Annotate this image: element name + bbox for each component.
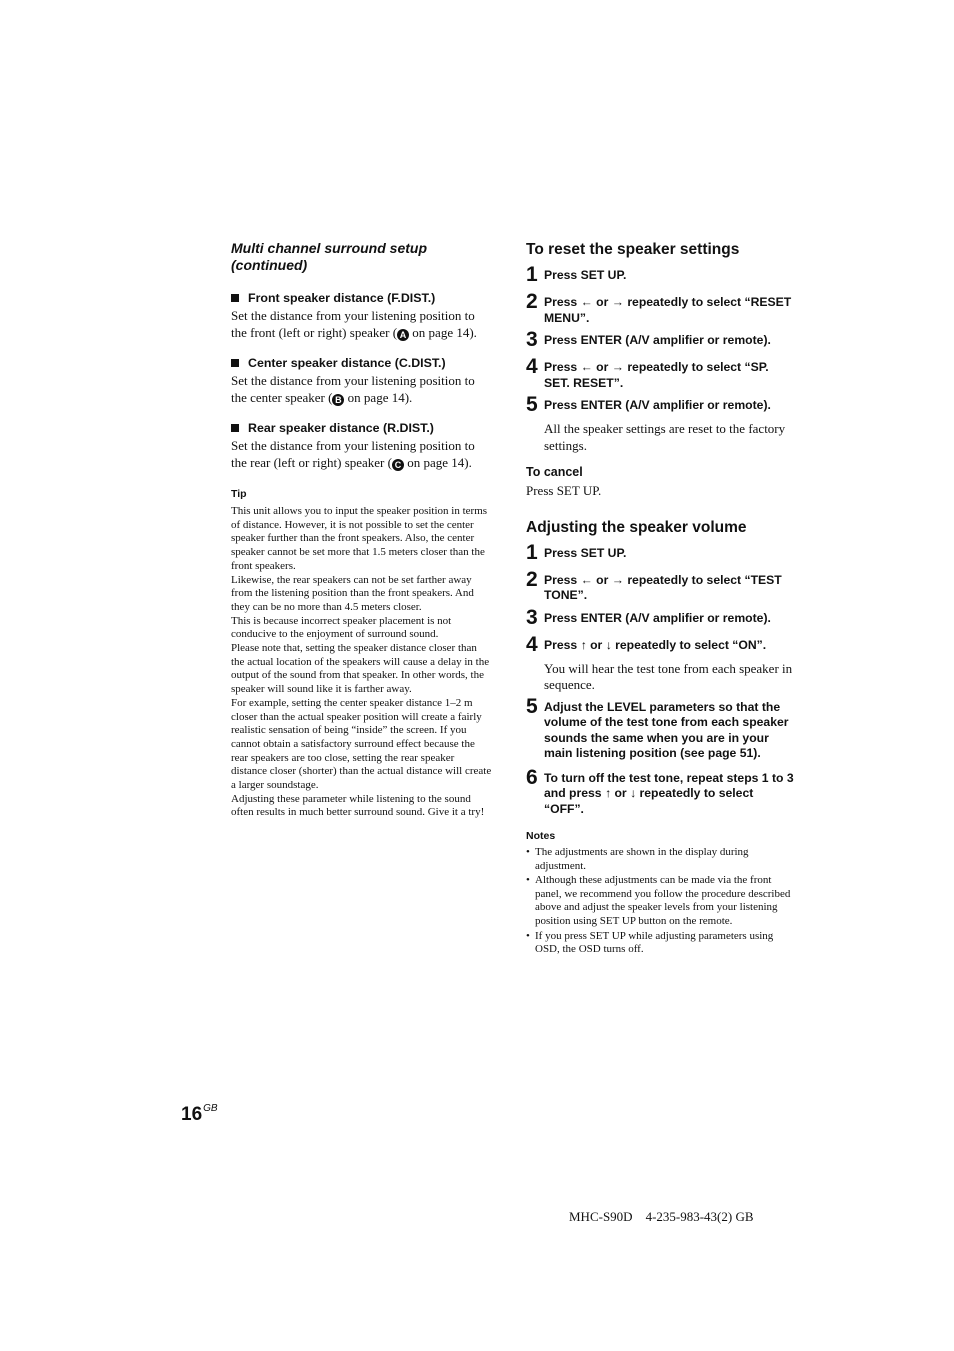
note-item: • The adjustments are shown in the display during adjustment. bbox=[526, 846, 794, 873]
step-number: 3 bbox=[526, 328, 538, 351]
tip-paragraph: Adjusting these parameter while listening to the sound often results in much better surround sound. Give it a try! bbox=[231, 792, 485, 819]
center-distance-text bbox=[231, 373, 493, 406]
volume-step-4-note: You will hear the test tone from each speaker in sequence. bbox=[544, 660, 793, 692]
circled-a-icon: A bbox=[397, 329, 409, 341]
right-column bbox=[526, 240, 794, 958]
tip-paragraph: This unit allows you to input the speaker position in terms of distance. However, it is not possible to set the center speaker further than the front speakers. Also, the center speaker cannot be set more that 1.5 meters closer than the front speakers. bbox=[231, 505, 488, 572]
step-number: 1 bbox=[526, 263, 538, 286]
reset-step bbox=[526, 393, 794, 418]
step-number: 6 bbox=[526, 765, 538, 789]
step-number: 4 bbox=[526, 355, 538, 378]
volume-step bbox=[526, 540, 794, 566]
tip-paragraph: Please note that, setting the speaker distance closer than the actual location of the speakers will cause a delay in the output of the sound from that speaker. In other words, the speaker will sound like it is farther away. bbox=[231, 642, 490, 696]
volume-step bbox=[526, 567, 794, 604]
center-distance-heading-text: Center speaker distance (C.DIST.) bbox=[248, 356, 446, 370]
step-number: 2 bbox=[526, 567, 538, 591]
model-footer: MHC-S90D 4-235-983-43(2) GB bbox=[569, 1209, 754, 1224]
center-distance-heading bbox=[231, 355, 493, 371]
step-number: 2 bbox=[526, 290, 538, 313]
rear-distance-text-before: Set the distance from your listening position to the rear (left or right) speaker ( bbox=[231, 438, 475, 470]
continued-title-line-1: Multi channel surround setup bbox=[231, 240, 428, 256]
tip-paragraph: Likewise, the rear speakers can not be set farther away from the listening position than the front speakers. And they can be no more than 4.5 meters closer. bbox=[231, 573, 474, 613]
step-number: 4 bbox=[526, 632, 538, 656]
reset-step-5-note: All the speaker settings are reset to the factory settings. bbox=[544, 421, 786, 453]
volume-step bbox=[526, 765, 794, 818]
volume-step bbox=[526, 605, 794, 631]
cancel-text: Press SET UP. bbox=[526, 483, 602, 498]
step-text: Adjust the LEVEL parameters so that the volume of the test tone from each speaker sounds the same when you are in your main listening position (see page 51). bbox=[544, 699, 789, 760]
front-distance-heading-text: Front speaker distance (F.DIST.) bbox=[248, 291, 436, 305]
note-item: • If you press SET UP while adjusting parameters using OSD, the OSD turns off. bbox=[526, 930, 794, 957]
tip-paragraph: For example, setting the center speaker distance 1–2 m closer than the actual speaker position will create a fairly realistic sensation of being “inside” the screen. If you cannot obtain a satisfactory surround effect because the rear speakers are too close, setting the rear speaker distance closer (shorter) than the actual distance will create a larger soundstage. bbox=[231, 696, 492, 792]
reset-step bbox=[526, 290, 794, 326]
square-bullet-icon bbox=[231, 294, 239, 302]
tip-paragraph: This is because incorrect speaker placement is not conducive to the enjoyment of surround sound. bbox=[231, 614, 452, 641]
continued-title-line-2: (continued) bbox=[231, 257, 308, 273]
step-text: Press SET UP. bbox=[544, 268, 627, 282]
volume-section-title: Adjusting the speaker volume bbox=[526, 518, 747, 536]
reset-step bbox=[526, 355, 794, 391]
front-distance-text-after: on page 14). bbox=[409, 324, 477, 340]
step-number: 3 bbox=[526, 605, 538, 629]
left-column bbox=[231, 240, 493, 820]
center-distance-text-before: Set the distance from your listening position to the center speaker ( bbox=[231, 373, 475, 405]
step-text: Press ← or → repeatedly to select “TEST TONE”. bbox=[544, 572, 782, 602]
notes-label: Notes bbox=[526, 830, 556, 842]
tip-body bbox=[231, 505, 493, 820]
step-number: 5 bbox=[526, 393, 538, 416]
note-item: • Although these adjustments can be made via the front panel, we recommend you follow the procedure described above and adjust the speaker levels from your listening position using SET UP button on the remote. bbox=[526, 874, 794, 928]
circled-c-icon: C bbox=[392, 459, 404, 471]
page-number-suffix: GB bbox=[203, 1103, 218, 1114]
volume-step bbox=[526, 694, 794, 762]
step-text: Press ↑ or ↓ repeatedly to select “ON”. bbox=[544, 637, 767, 652]
volume-step bbox=[526, 632, 794, 658]
step-text: Press ← or → repeatedly to select “SP. SET. RESET”. bbox=[544, 360, 769, 390]
notes-list bbox=[526, 846, 794, 957]
tip-label: Tip bbox=[231, 488, 247, 500]
step-text: Press SET UP. bbox=[544, 545, 627, 560]
circled-b-icon: B bbox=[332, 394, 344, 406]
square-bullet-icon bbox=[231, 359, 239, 367]
rear-distance-text bbox=[231, 438, 493, 471]
continued-section-title bbox=[231, 240, 493, 274]
step-text: Press ENTER (A/V amplifier or remote). bbox=[544, 333, 771, 347]
cancel-label: To cancel bbox=[526, 465, 583, 479]
reset-step bbox=[526, 263, 794, 288]
step-text: Press ENTER (A/V amplifier or remote). bbox=[544, 610, 771, 625]
front-distance-text bbox=[231, 308, 493, 341]
rear-distance-heading bbox=[231, 420, 493, 436]
step-text: Press ENTER (A/V amplifier or remote). bbox=[544, 398, 771, 412]
step-number: 1 bbox=[526, 540, 538, 564]
front-distance-heading bbox=[231, 290, 493, 306]
reset-step bbox=[526, 328, 794, 353]
reset-section-title: To reset the speaker settings bbox=[526, 241, 740, 258]
front-distance-text-before: Set the distance from your listening position to the front (left or right) speaker ( bbox=[231, 308, 475, 340]
page-number bbox=[181, 1098, 218, 1126]
rear-distance-heading-text: Rear speaker distance (R.DIST.) bbox=[248, 421, 434, 435]
step-text: To turn off the test tone, repeat steps 1 to 3 and press ↑ or ↓ repeatedly to select “OFF”. bbox=[544, 770, 794, 816]
page-number-value: 16 bbox=[181, 1104, 203, 1125]
rear-distance-text-after: on page 14). bbox=[403, 454, 472, 470]
step-text: Press ← or → repeatedly to select “RESET MENU”. bbox=[544, 295, 792, 325]
center-distance-text-after: on page 14). bbox=[344, 389, 413, 405]
square-bullet-icon bbox=[231, 424, 239, 432]
step-number: 5 bbox=[526, 694, 538, 718]
